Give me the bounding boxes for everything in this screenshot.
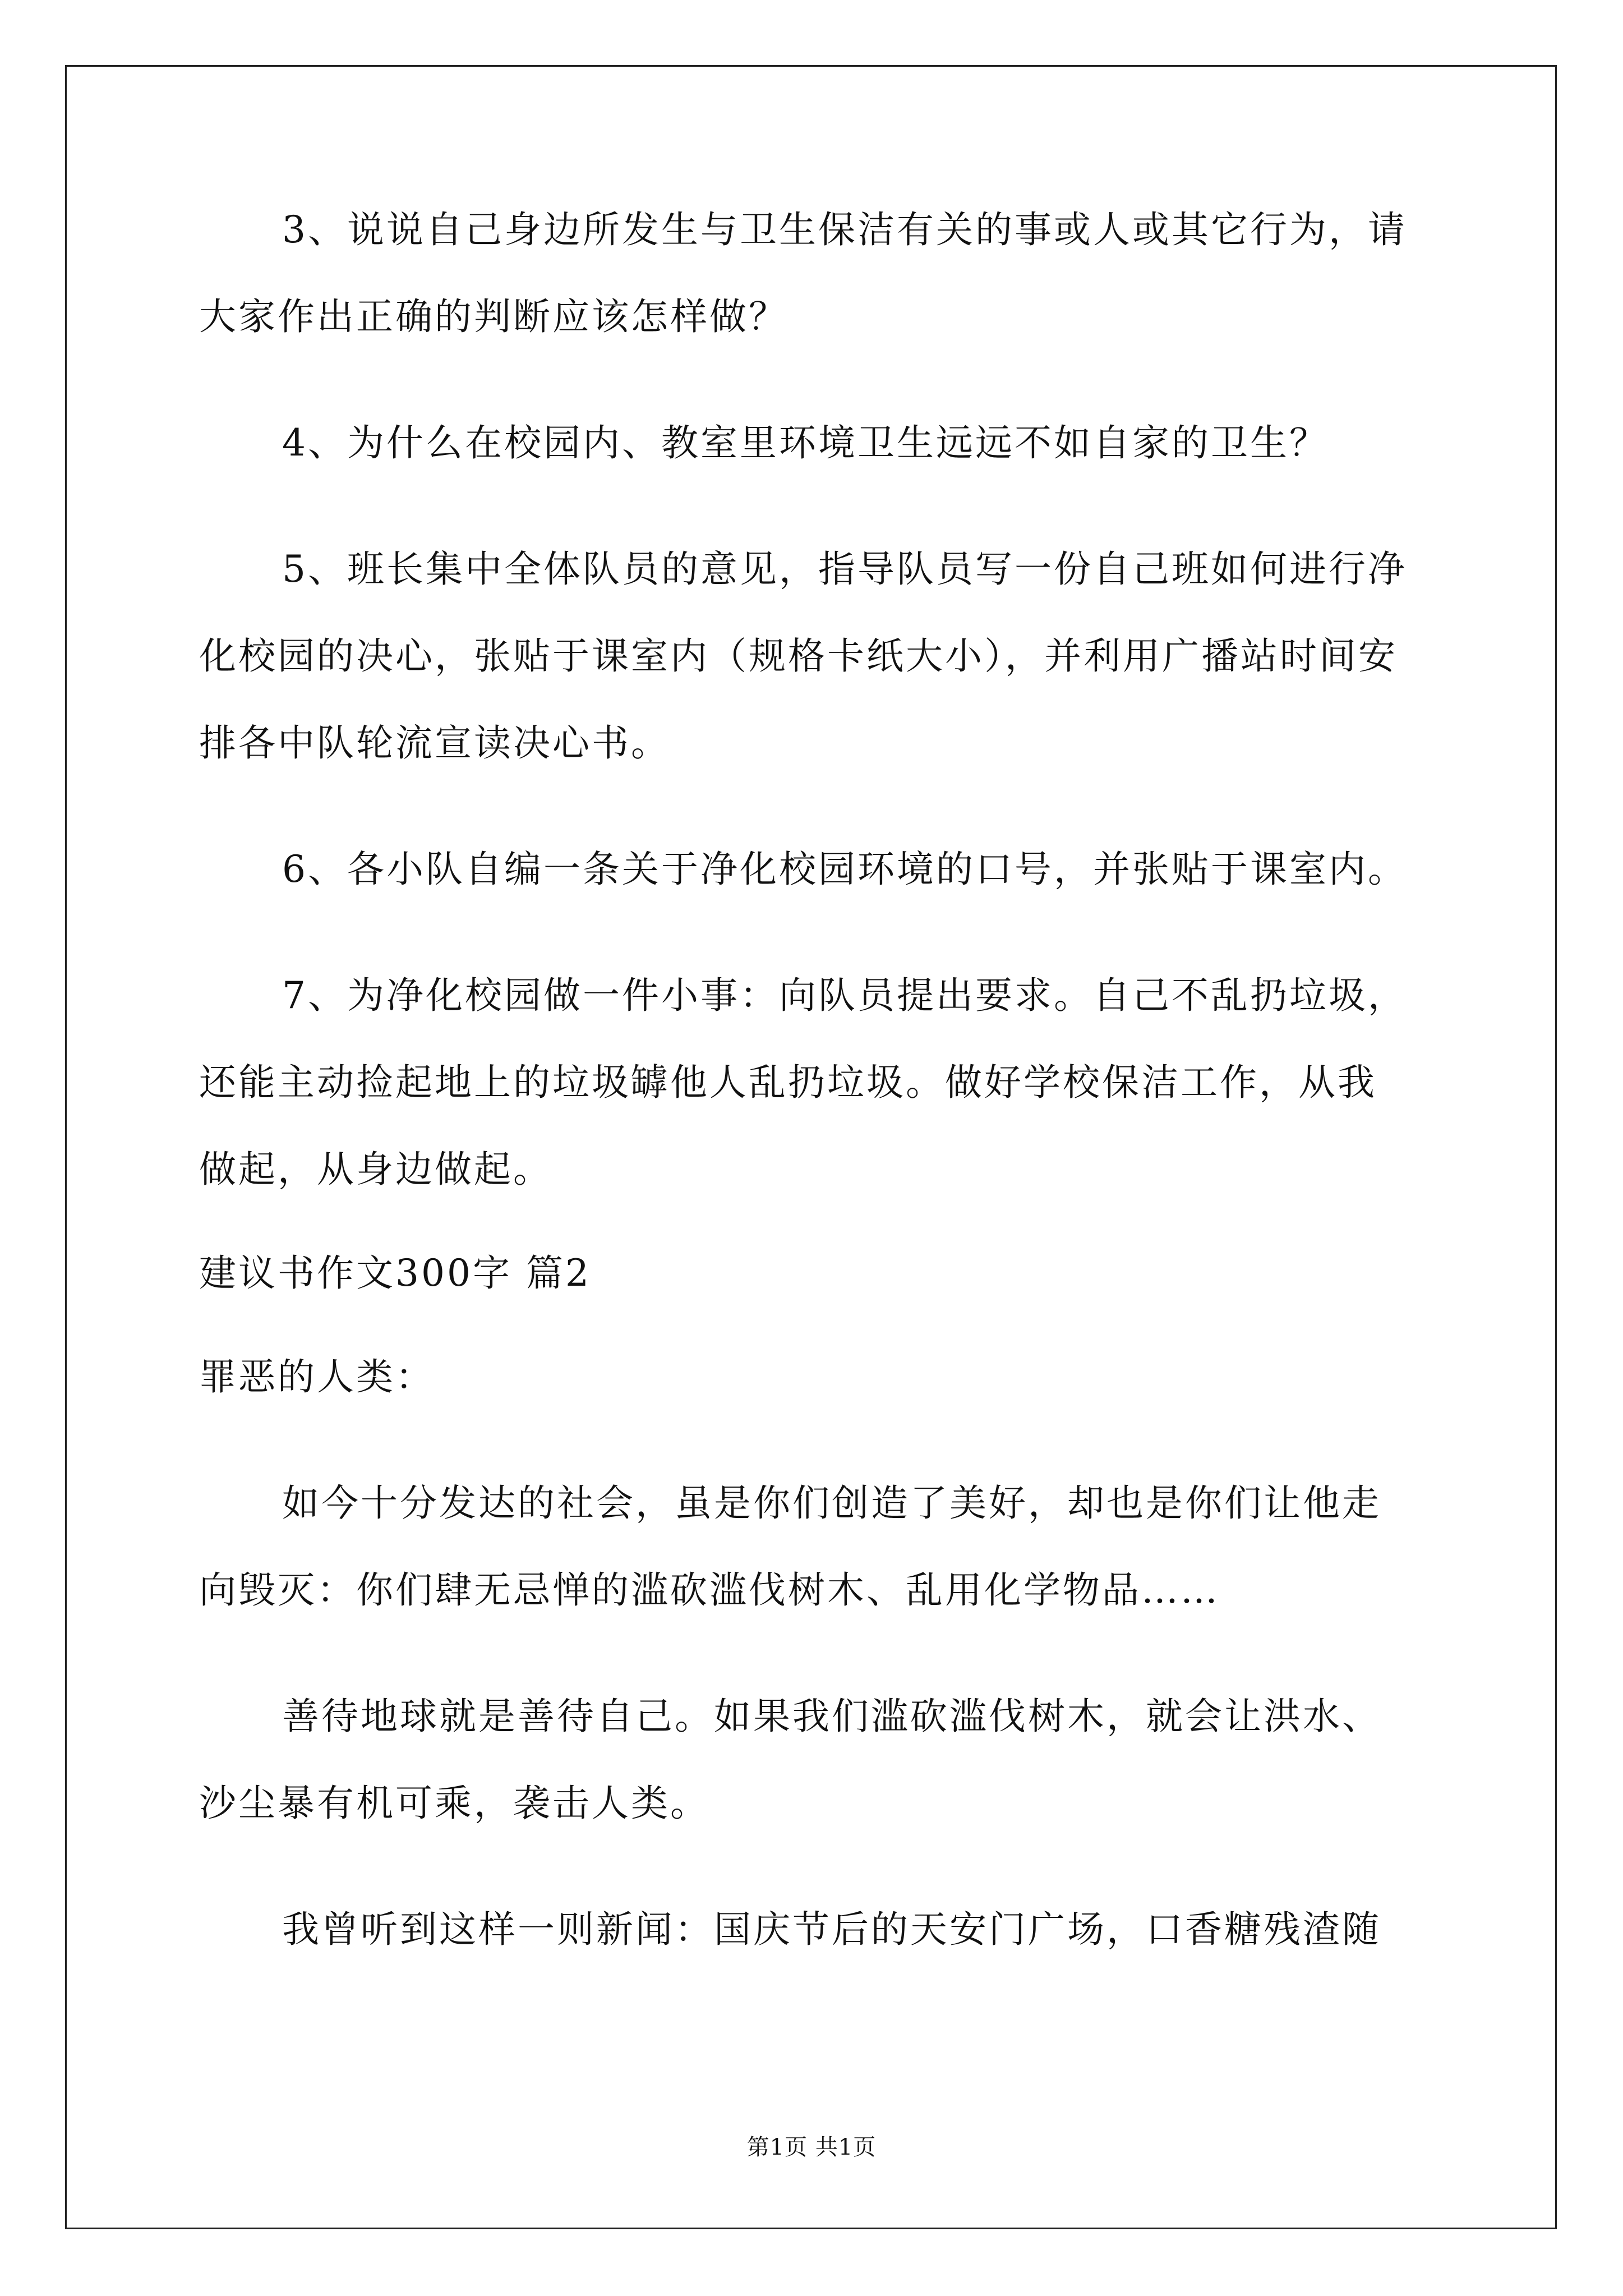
paragraph-6: 6、各小队自编一条关于净化校园环境的口号，并张贴于课室内。 — [282, 848, 1407, 891]
letter-salutation: 罪恶的人类： — [199, 1355, 435, 1398]
letter-paragraph-3-line-1: 我曾听到这样一则新闻：国庆节后的天安门广场，口香糖残渣随 — [282, 1908, 1381, 1951]
paragraph-7-line-1: 7、为净化校园做一件小事：向队员提出要求。自己不乱扔垃圾， — [282, 974, 1407, 1017]
letter-paragraph-2-line-1: 善待地球就是善待自己。如果我们滥砍滥伐树木，就会让洪水、 — [282, 1695, 1381, 1738]
paragraph-5-line-2: 化校园的决心，张贴于课室内（规格卡纸大小），并利用广播站时间安 — [199, 634, 1398, 678]
paragraph-7-line-3: 做起，从身边做起。 — [199, 1148, 552, 1191]
paragraph-3-line-2: 大家作出正确的判断应该怎样做？ — [199, 295, 788, 338]
letter-paragraph-1-line-2: 向毁灭：你们肆无忌惮的滥砍滥伐树木、乱用化学物品…… — [199, 1568, 1220, 1612]
letter-paragraph-1-line-1: 如今十分发达的社会，虽是你们创造了美好，却也是你们让他走 — [282, 1481, 1381, 1525]
paragraph-5-line-1: 5、班长集中全体队员的意见，指导队员写一份自己班如何进行净 — [282, 547, 1407, 591]
paragraph-7-line-2: 还能主动捡起地上的垃圾罅他人乱扔垃圾。做好学校保洁工作，从我 — [199, 1061, 1377, 1104]
page-number-footer: 第1页 共1页 — [746, 2134, 877, 2160]
letter-paragraph-2-line-2: 沙尘暴有机可乘，袭击人类。 — [199, 1782, 709, 1825]
paragraph-5-line-3: 排各中队轮流宣读决心书。 — [199, 721, 670, 765]
section-heading: 建议书作文300字 篇2 — [199, 1251, 591, 1295]
paragraph-3-line-1: 3、说说自己身边所发生与卫生保洁有关的事或人或其它行为，请 — [282, 208, 1407, 251]
paragraph-4: 4、为什么在校园内、教室里环境卫生远远不如自家的卫生？ — [282, 421, 1329, 464]
